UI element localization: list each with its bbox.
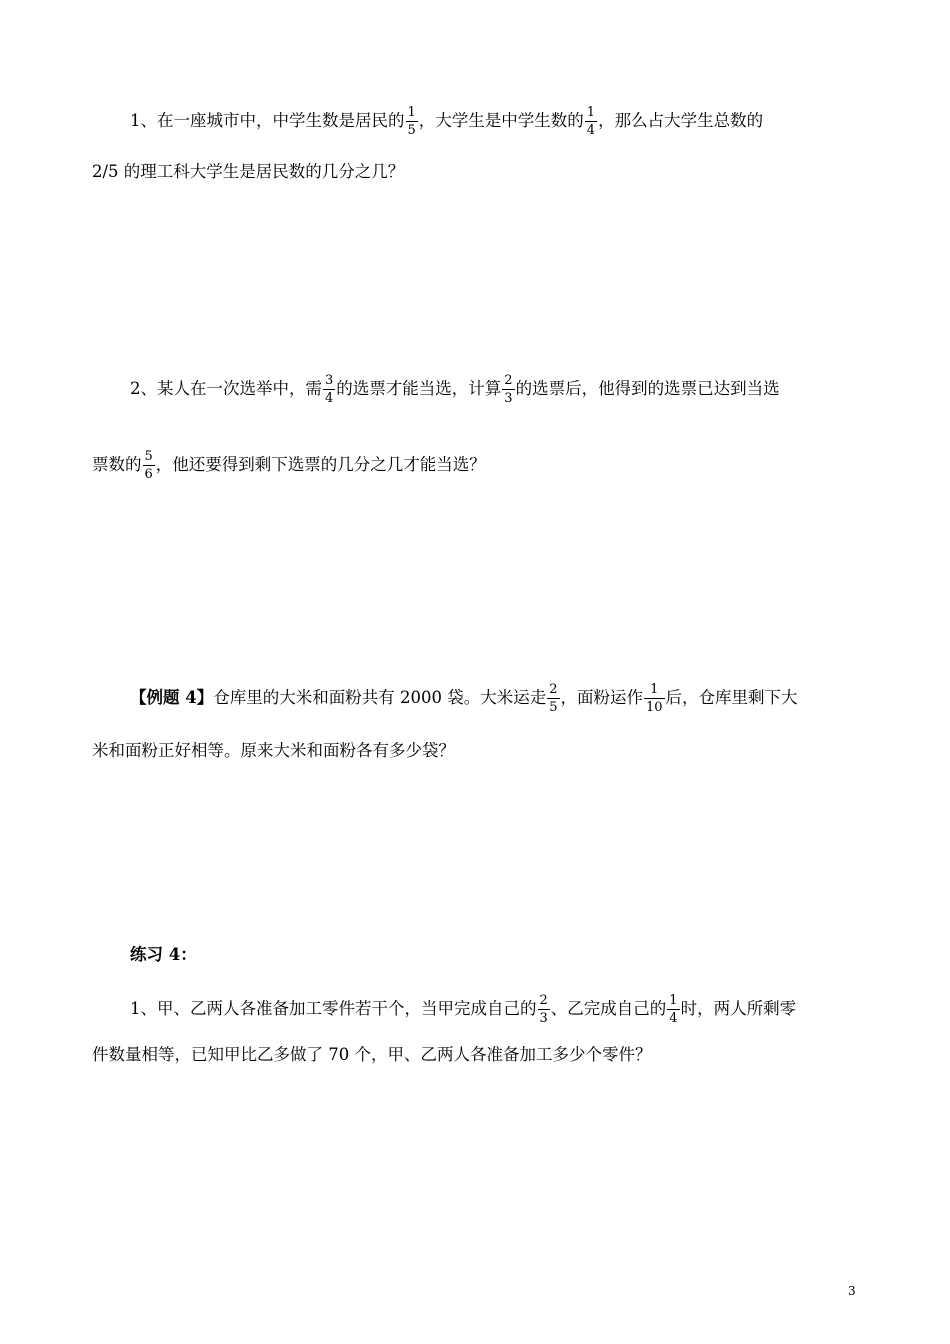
problem-1-text-c: ，那么占大学生总数的: [598, 111, 764, 130]
fraction-two-thirds-b: $\frac{2}{3}$: [539, 993, 548, 1026]
problem-2-line-1: [130, 374, 860, 405]
example-4-text-a: 仓库里的大米和面粉共有 2000 袋。大米运走: [213, 688, 547, 707]
practice-4-text-a: 1、甲、乙两人各准备加工零件若干个，当甲完成自己的: [130, 999, 537, 1018]
fraction-one-quarter: $\frac{1}{4}$: [586, 105, 596, 138]
example-4-label: 【例题 4】: [130, 688, 214, 707]
problem-2-text-a: 2、某人在一次选举中，需: [130, 379, 322, 398]
problem-2-text-e: ，他还要得到剩下选票的几分之几才能当选？: [155, 455, 486, 474]
problem-2-text-d: 票数的: [92, 455, 142, 474]
example-4-text-b: ，面粉运作: [560, 688, 643, 707]
practice-4-text-b: 、乙完成自己的: [550, 999, 667, 1018]
example-4-text-c: 后，仓库里剩下大: [665, 688, 798, 707]
practice-4-line-2: 件数量相等，已知甲比乙多做了 70 个，甲、乙两人各准备加工多少个零件？: [92, 1045, 652, 1064]
problem-2-text-b: 的选票才能当选，计算: [336, 379, 502, 398]
fraction-one-tenth: $\frac{1}{10}$: [646, 682, 663, 715]
fraction-one-fifth: $\frac{1}{5}$: [407, 105, 416, 138]
fraction-five-sixths: $\frac{5}{6}$: [144, 449, 153, 482]
example-4-line-2: 米和面粉正好相等。原来大米和面粉各有多少袋？: [92, 741, 455, 760]
fraction-one-quarter-b: $\frac{1}{4}$: [669, 993, 678, 1026]
page-number: 3: [848, 1284, 856, 1298]
problem-1-line-1: [130, 106, 860, 137]
problem-2-line-2: [92, 450, 860, 481]
fraction-two-fifths: $\frac{2}{5}$: [549, 682, 558, 715]
fraction-three-quarters: $\frac{3}{4}$: [325, 373, 334, 406]
practice-4-text-c: 时，两人所剩零: [680, 999, 797, 1018]
fraction-two-thirds: $\frac{2}{3}$: [504, 373, 513, 406]
practice-4-line-1: [130, 994, 860, 1025]
practice-4-title: 练习 4：: [130, 945, 197, 964]
problem-1-line-2: 2/5 的理工科大学生是居民数的几分之几？: [92, 162, 405, 181]
example-4-line-1: [130, 683, 860, 714]
problem-1-text-b: ，大学生是中学生数的: [418, 111, 584, 130]
problem-2-text-c: 的选票后，他得到的选票已达到当选: [515, 379, 780, 398]
problem-1-text-a: 1、在一座城市中，中学生数是居民的: [130, 111, 405, 130]
